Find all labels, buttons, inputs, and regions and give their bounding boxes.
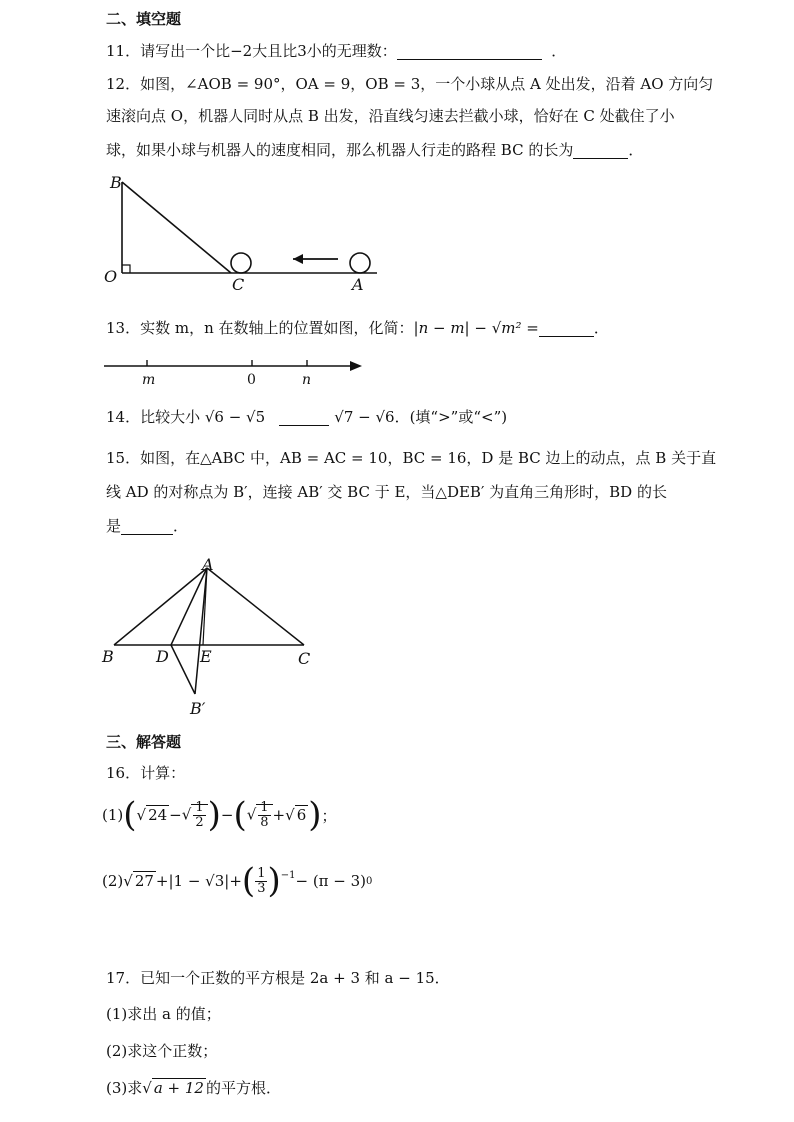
question-12-line3 bbox=[106, 139, 643, 161]
point-label-B-prime: B′ bbox=[190, 699, 206, 718]
section-title-fill-blank: 二、填空题 bbox=[106, 10, 182, 28]
point-label-C: C bbox=[298, 649, 311, 668]
question-15-line2: 线 AD 的对称点为 B′，连接 AB′ 交 BC 于 E，当△DEB′ 为直角三角形时，BD 的长 bbox=[106, 483, 667, 501]
question-16-title: 16．计算： bbox=[106, 764, 186, 782]
axis-label-zero: 0 bbox=[247, 372, 256, 388]
point-label-B: B bbox=[110, 173, 122, 192]
question-15-text: 是 bbox=[106, 517, 122, 535]
ball-robot-figure bbox=[100, 170, 390, 295]
sqrt-one-half: √ $\frac{1}{2}$ bbox=[182, 801, 208, 830]
question-14 bbox=[106, 406, 507, 428]
question-11-end: ． bbox=[551, 42, 567, 60]
section-title-solve: 三、解答题 bbox=[106, 733, 182, 751]
question-14-text: 14．比较大小 √6 − √5 bbox=[106, 408, 266, 426]
triangle-reflection-figure bbox=[100, 556, 330, 721]
point-label-A: A bbox=[202, 556, 214, 574]
question-13-expr: |n − m| − √m² = bbox=[413, 319, 539, 337]
point-label-C: C bbox=[232, 275, 245, 294]
sqrt-24: √ 24 bbox=[136, 806, 168, 824]
point-label-O: O bbox=[104, 267, 118, 286]
answer-blank-14[interactable] bbox=[279, 409, 329, 426]
question-16-part1: (1) ( √ 24 − √ $\frac{1}{2}$ ) − ( √ $\frac{1}{8}$ + √ 6 ) ； bbox=[102, 795, 337, 835]
axis-label-n: n bbox=[302, 372, 312, 388]
point-label-A: A bbox=[352, 275, 364, 294]
answer-blank-11[interactable] bbox=[397, 43, 542, 60]
point-label-E: E bbox=[200, 647, 212, 666]
question-11-text: 11．请写出一个比−2大且比3小的无理数： bbox=[106, 42, 397, 60]
part2-label: (2) bbox=[102, 872, 124, 890]
question-17-part1: (1)求出 a 的值； bbox=[106, 1005, 221, 1023]
question-14-right: √7 − √6．(填“>”或“<”) bbox=[334, 408, 508, 426]
point-label-B: B bbox=[102, 647, 114, 666]
part1-label: (1) bbox=[102, 806, 124, 824]
question-15-line1: 15．如图，在△ABC 中，AB = AC = 10，BC = 16，D 是 BC 边上的动点，点 B 关于直 bbox=[106, 449, 717, 467]
exponent-neg1: −1 bbox=[280, 870, 296, 881]
question-13 bbox=[106, 317, 609, 339]
question-12-end: ． bbox=[628, 141, 644, 159]
axis-label-m: m bbox=[142, 372, 156, 388]
sqrt-27: √ 27 bbox=[123, 872, 154, 890]
question-17-title: 17．已知一个正数的平方根是 2a + 3 和 a − 15． bbox=[106, 969, 450, 987]
question-12-line1: 12．如图，∠AOB = 90°，OA = 9，OB = 3，一个小球从点 A 处出发，沿着 AO 方向匀 bbox=[106, 75, 714, 93]
point-label-D: D bbox=[156, 647, 169, 666]
number-line-figure bbox=[100, 352, 370, 388]
fraction-one-third: $\frac{1}{3}$ bbox=[257, 865, 266, 896]
question-17-part2: (2)求这个正数； bbox=[106, 1042, 218, 1060]
abs-expression: |1 − √3| bbox=[168, 872, 230, 890]
question-11 bbox=[106, 40, 566, 62]
question-15-line3 bbox=[106, 515, 188, 537]
answer-blank-15[interactable] bbox=[121, 518, 173, 535]
exponent-zero: 0 bbox=[366, 876, 373, 887]
sqrt-a-plus-12: √ a + 12 bbox=[142, 1079, 204, 1097]
answer-blank-12[interactable] bbox=[573, 142, 628, 159]
question-16-part2: (2) √ 27 + |1 − √3| + ( $\frac{1}{3}$ ) $^{-1}$ − (π − 3) 0 bbox=[102, 861, 373, 901]
question-13-text: 13．实数 m，n 在数轴上的位置如图，化简： bbox=[106, 319, 414, 337]
question-17-part3: (3)求√ a + 12 的平方根． bbox=[106, 1079, 281, 1097]
question-12-text: 球，如果小球与机器人的速度相同，那么机器人行走的路程 BC 的长为 bbox=[106, 141, 574, 159]
question-13-end: ． bbox=[593, 319, 609, 337]
sqrt-one-eighth: √ $\frac{1}{8}$ bbox=[247, 801, 273, 830]
sqrt-6: √ 6 bbox=[285, 806, 307, 824]
answer-blank-13[interactable] bbox=[539, 320, 594, 337]
question-12-line2: 速滚向点 O，机器人同时从点 B 出发，沿直线匀速去拦截小球，恰好在 C 处截住了小 bbox=[106, 107, 675, 125]
question-15-end: ． bbox=[173, 517, 189, 535]
